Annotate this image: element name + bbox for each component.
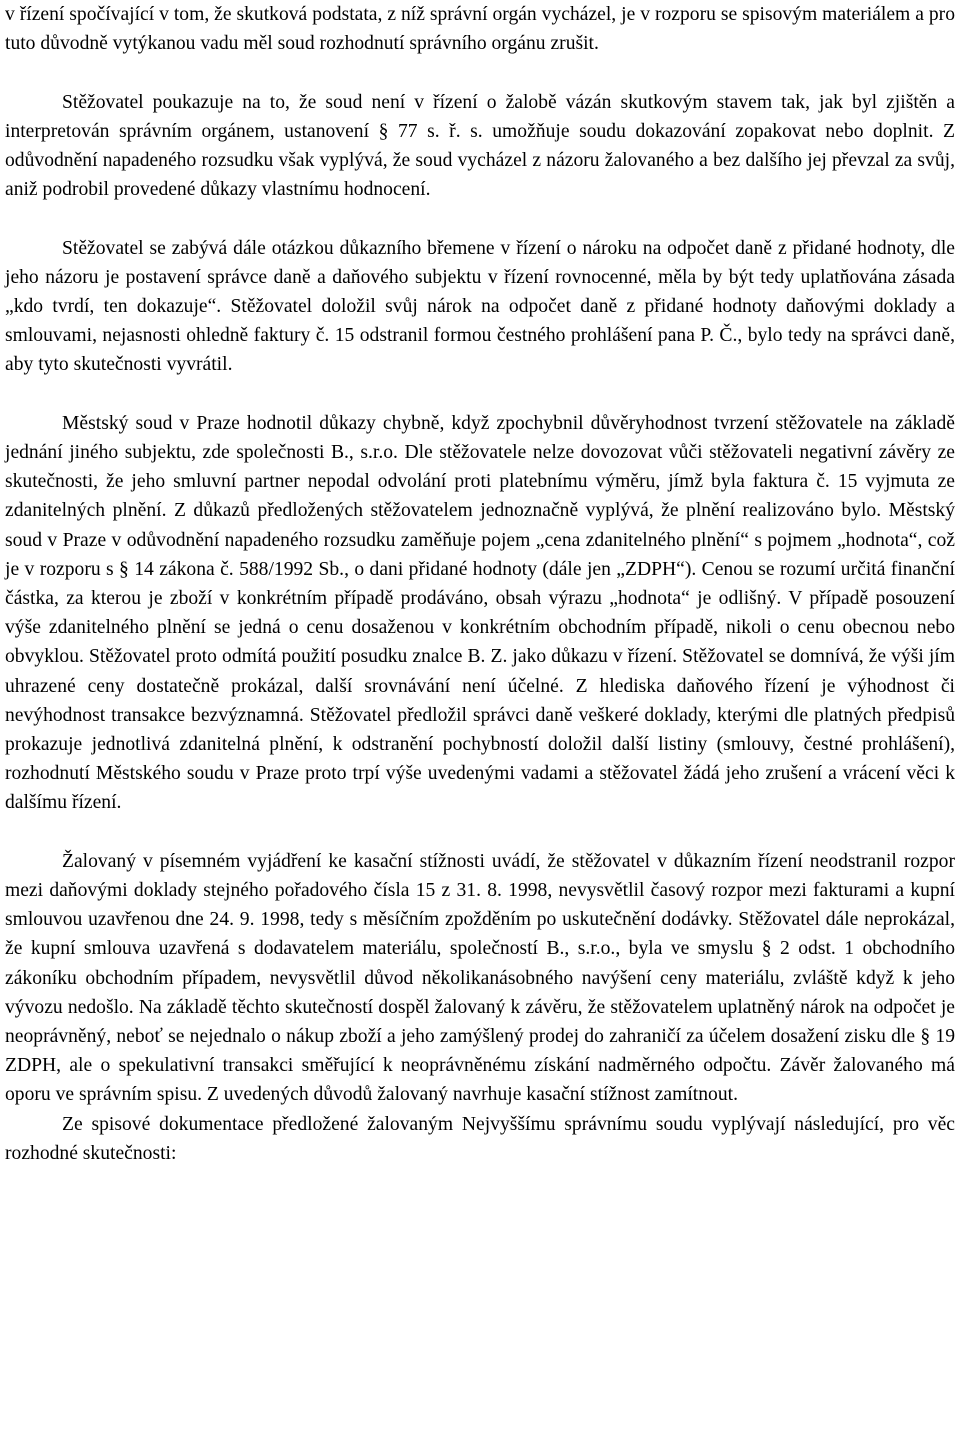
paragraph-continuation: v řízení spočívající v tom, že skutková podstata, z níž správní orgán vycházel, je v rozporu se spisovým materiálem a pro tuto důvodně vytýkanou vadu měl soud rozhodnutí správního orgánu zrušit.	[5, 4, 955, 55]
paragraph-court-not-bound: Stěžovatel poukazuje na to, že soud není v řízení o žalobě vázán skutkovým stavem tak, jak byl zjištěn a interpretován správním orgánem, ustanovení § 77 s. ř. s. umožňuje soudu dokazování zopakovat nebo doplnit. Z odůvodnění napadeného rozsudku však vyplývá, že soud vycházel z názoru žalovaného a bez dalšího jej převzal za svůj, aniž podrobil provedené důkazy vlastnímu hodnocení.	[5, 91, 955, 201]
paragraph-file-documentation: Ze spisové dokumentace předložené žalovaným Nejvyššímu správnímu soudu vyplývají následující, pro věc rozhodné skutečnosti:	[5, 1113, 955, 1164]
paragraph-burden-of-proof: Stěžovatel se zabývá dále otázkou důkazního břemene v řízení o nároku na odpočet daně z přidané hodnoty, dle jeho názoru je postavení správce daně a daňového subjektu v řízení rovnocenné, měla by být tedy uplatňována zásada „kdo tvrdí, ten dokazuje“. Stěžovatel doložil svůj nárok na odpočet daně z přidané hodnoty daňovými doklady a smlouvami, nejasnosti ohledně faktury č. 15 odstranil formou čestného prohlášení pana P. Č., bylo tedy na správci daně, aby tyto skutečnosti vyvrátil.	[5, 237, 955, 376]
paragraph-defendant-statement: Žalovaný v písemném vyjádření ke kasační stížnosti uvádí, že stěžovatel v důkazním řízení neodstranil rozpor mezi daňovými doklady stejného pořadového čísla 15 z 31. 8. 1998, nevysvětlil časový rozpor mezi fakturami a kupní smlouvou uzavřenou dne 24. 9. 1998, tedy s měsíčním zpožděním po uskutečnění dodávky. Stěžovatel dále neprokázal, že kupní smlouva uzavřená s dodavatelem materiálu, společností B., s.r.o., byla ve smyslu § 2 odst. 1 obchodního zákoníku obchodním případem, nevysvětlil důvod několikanásobného navýšení ceny materiálu, zvláště když k jeho vývozu nedošlo. Na základě těchto skutečností dospěl žalovaný k závěru, že stěžovatelem uplatněný nárok na odpočet je neoprávněný, neboť se nejednalo o nákup zboží a jeho zamýšlený prodej do zahraničí za účelem dosažení zisku dle § 19 ZDPH, ale o spekulativní transakci směřující k neoprávněnému získání nadměrného odpočtu. Závěr žalovaného má oporu ve správním spisu. Z uvedených důvodů žalovaný navrhuje kasační stížnost zamítnout.	[5, 850, 955, 1106]
paragraph-evaluation-of-evidence: Městský soud v Praze hodnotil důkazy chybně, když zpochybnil důvěryhodnost tvrzení stěžovatele na základě jednání jiného subjektu, zde společnosti B., s.r.o. Dle stěžovatele nelze dovozovat vůči stěžovateli negativní závěry ze skutečnosti, že jeho smluvní partner nepodal odvolání proti platebnímu výměru, jímž byla faktura č. 15 vyjmuta ze zdanitelných plnění. Z důkazů předložených stěžovatelem jednoznačně vyplývá, že plnění realizováno bylo. Městský soud v Praze v odůvodnění napadeného rozsudku zaměňuje pojem „cena zdanitelného plnění“ s pojmem „hodnota“, což je v rozporu s § 14 zákona č. 588/1992 Sb., o dani přidané hodnoty (dále jen „ZDPH“). Cenou se rozumí určitá finanční částka, za kterou je zboží v konkrétním případě prodáváno, obsah výrazu „hodnota“ je odlišný. V případě posouzení výše zdanitelného plnění se jedná o cenu dosaženou v konkrétním obchodním případě, nikoli o cenu obecnou nebo obvyklou. Stěžovatel proto odmítá použití posudku znalce B. Z. jako důkazu v řízení. Stěžovatel se domnívá, že výši jím uhrazené ceny dostatečně prokázal, další srovnávání není účelné. Z hlediska daňového řízení je výhodnost či nevýhodnost transakce bezvýznamná. Stěžovatel předložil správci daně veškeré doklady, kterými dle platných předpisů prokazuje jednotlivá zdanitelná plnění, k odstranění pochybností doložil další listiny (smlouvy, čestné prohlášení), rozhodnutí Městského soudu v Praze proto trpí výše uvedenými vadami a stěžovatel žádá jeho zrušení a vrácení věci k dalšímu řízení.	[5, 412, 955, 814]
